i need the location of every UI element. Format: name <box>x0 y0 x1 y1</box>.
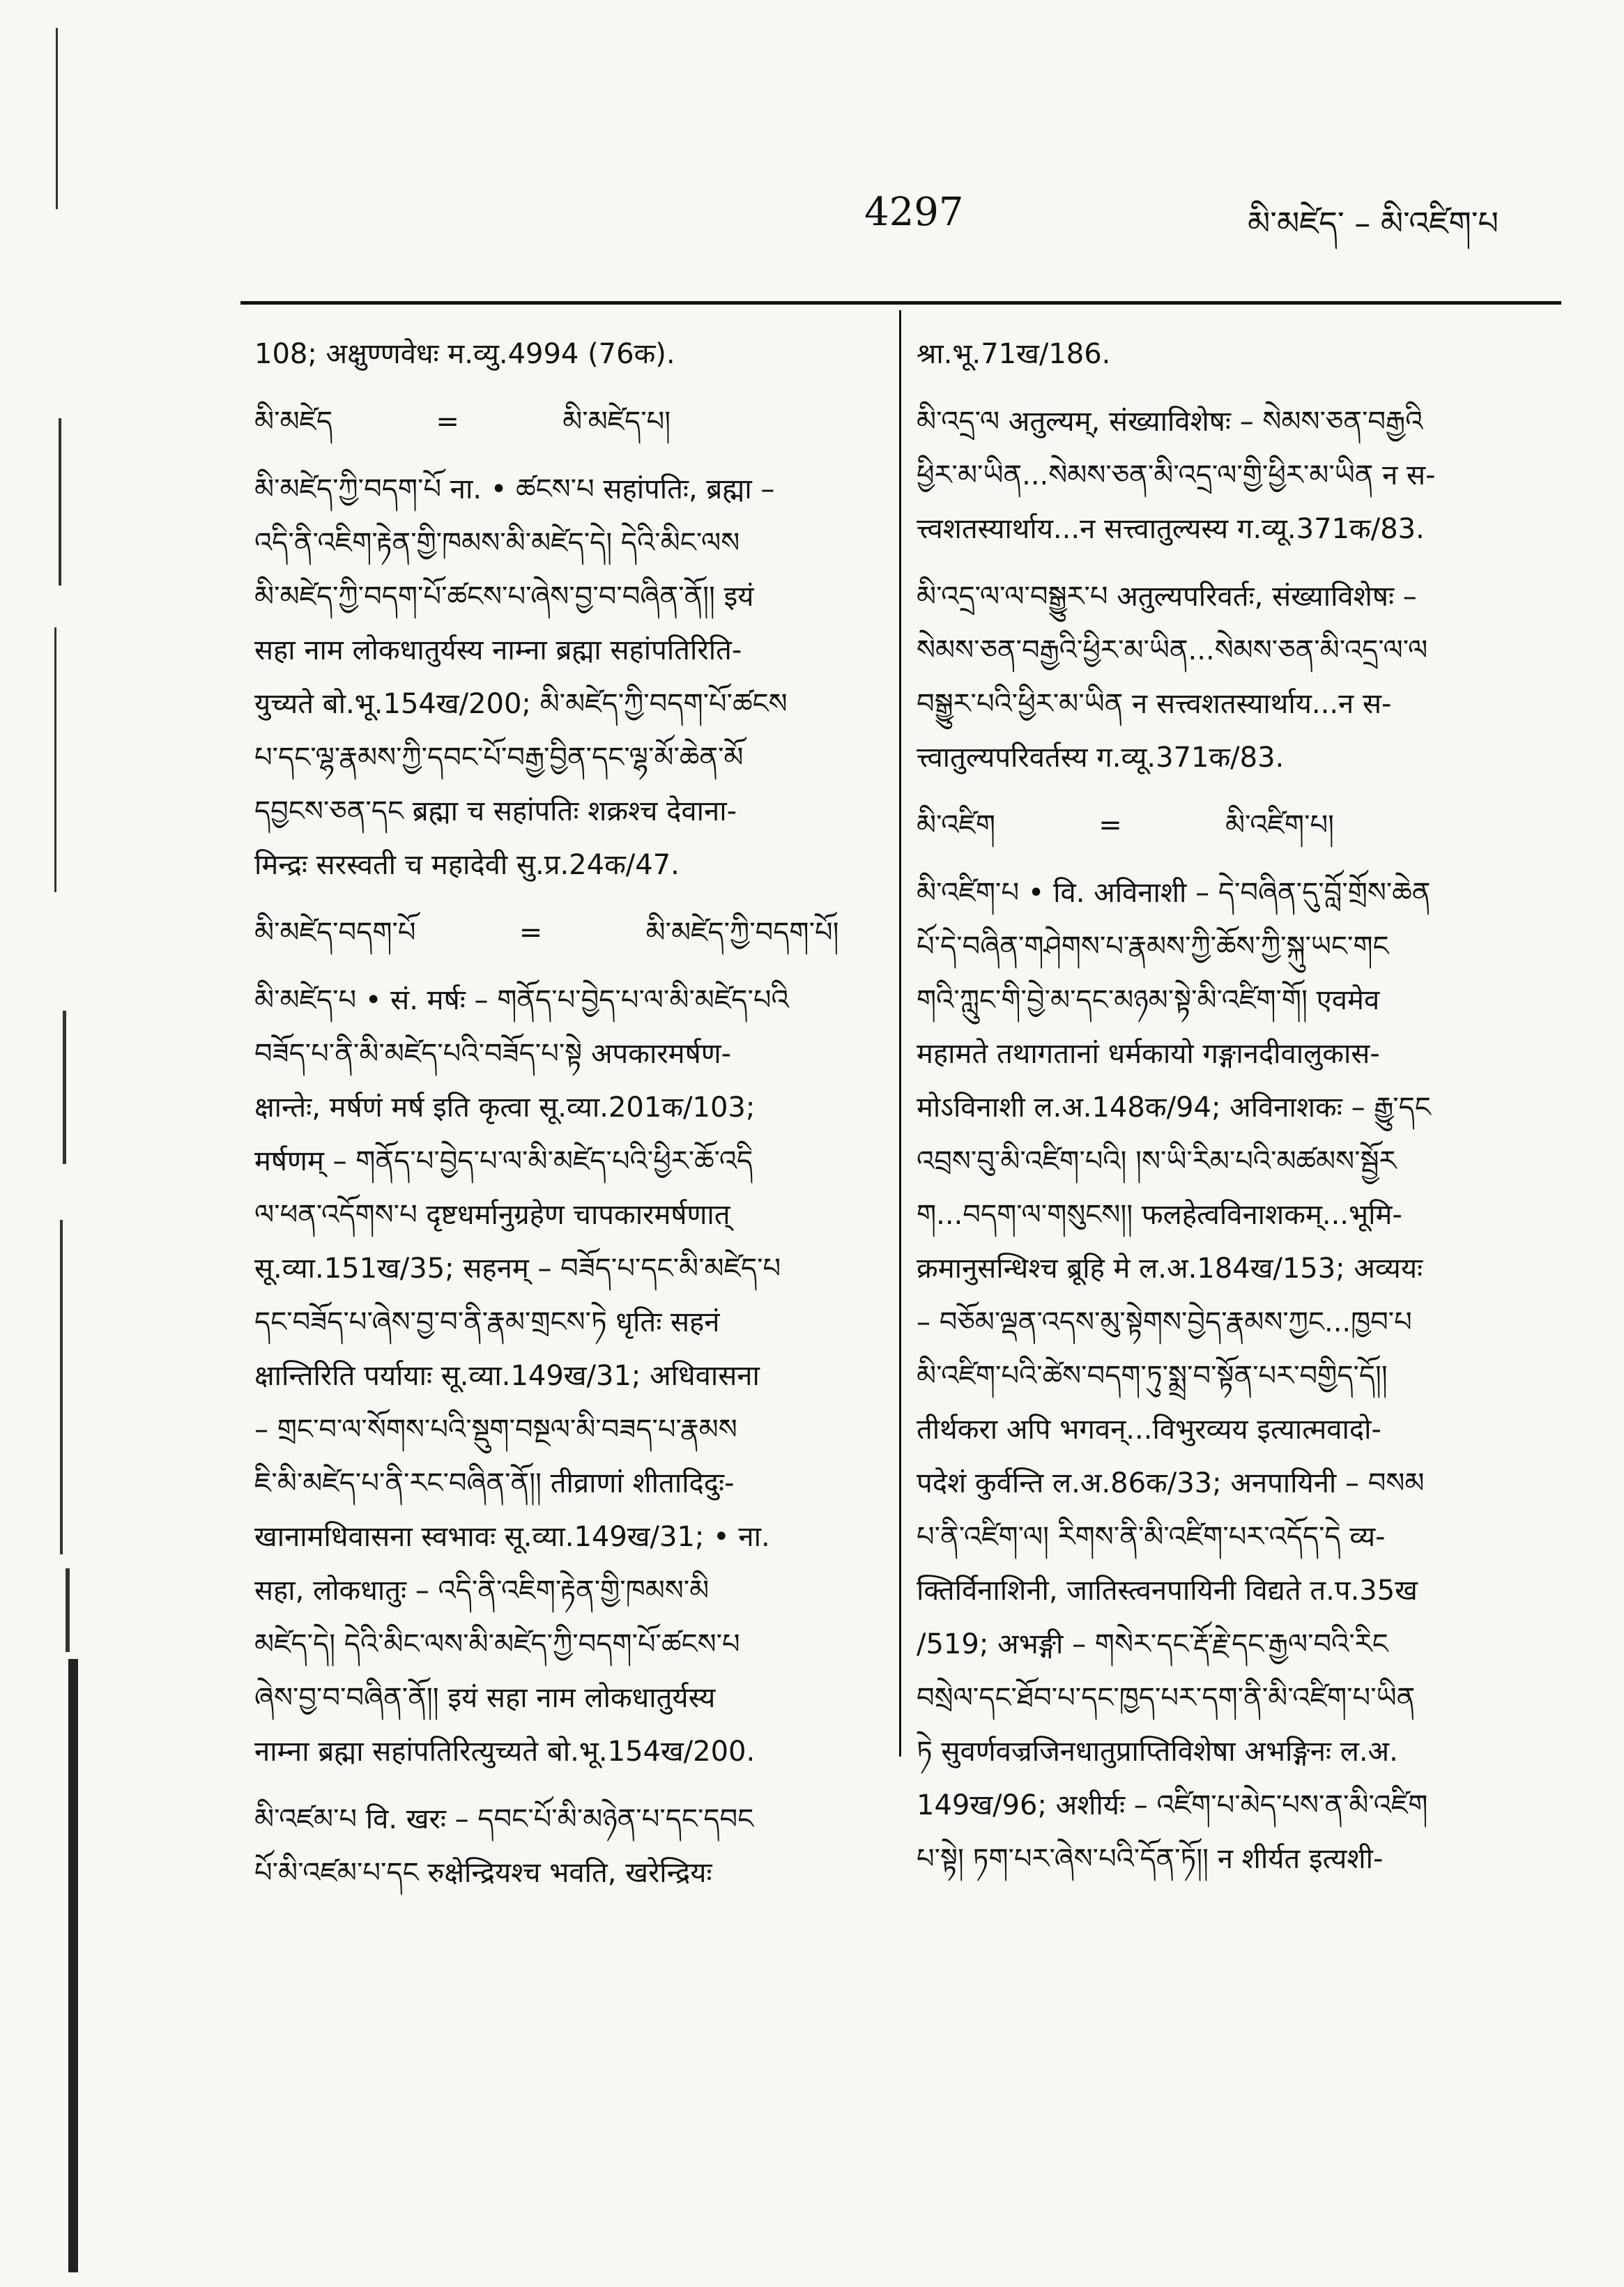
entry-gap <box>254 449 875 463</box>
column-divider <box>899 310 901 1757</box>
entry-text-line: པོ་མི་འཛམ་པ་དང रुक्षेन्द्रियश्च भवति, खरेन्द्रियः <box>254 1857 712 1889</box>
entry-text-line: सहा, लोकधातुः – འདི་ནི་འཇིག་རྟེན་གྱི་ཁམས་མི <box>254 1575 710 1607</box>
entry-text-line: མི་འདྲ་ལ अतुल्यम्, संख्याविशेषः – སེམས་ཅན་བརྒྱའི <box>917 406 1423 438</box>
entry-text-line: འདི་ནི་འཇིག་རྟེན་གྱི་ཁམས་མི་མཛེད་དེ། དེའི་མིང་ལས <box>254 527 740 559</box>
entry-text-line: त्त्वशतस्यार्थाय...न सत्त्वातुल्यस्य ग.व्यू.371क/83. <box>917 513 1425 545</box>
entry-text-line: མི་མཛེད་ཀྱི་བདག་པོ ना. • ཚངས་པ सहांपतिः, ब्रह्मा – <box>254 473 775 505</box>
entry-gap <box>917 852 1547 866</box>
cross-reference-entry <box>254 395 875 449</box>
entry-text-line: मर्षणम् – གནོད་པ་བྱེད་པ་ལ་མི་མཛེད་པའི་ཕྱིར་ཆོ་འདི <box>254 1145 753 1177</box>
entry-text-line: ཇི་མི་མཛེད་པ་ནི་རང་བཞིན་ནོ།། तीव्राणां शीतादिदुः- <box>254 1467 735 1499</box>
entry-text-line: /519; अभङ्गी – གསེར་དང་རྡོ་རྗེ་དང་རྒྱལ་བའི་རིང <box>917 1628 1388 1660</box>
entry-gap <box>254 381 875 395</box>
entry-text-line: क्तिर्विनाशिनी, जातिस्त्वनपायिनी विद्यते त.प.35ख <box>917 1575 1418 1607</box>
running-head: མི་མཛེད་ – མི་འཛིག་པ <box>1248 204 1499 242</box>
scan-binding-bar <box>68 1659 78 2272</box>
entry-text-line: མཛེད་དེ། དེའི་མིང་ལས་མི་མཛེད་ཀྱི་བདག་པོ་ཚངས་པ <box>254 1628 740 1660</box>
cross-reference-entry <box>917 799 1547 852</box>
cross-reference-headword: མི་མཛེད་བདག་པོ <box>254 917 416 949</box>
entry-text-line: मिन्द्रः सरस्वती च महादेवी सु.प्र.24क/47. <box>254 849 680 881</box>
entry-text-line: པ་ནི་འཛིག་ལ། རིགས་ནི་མི་འཛིག་པར་འདོད་དེ व्य- <box>917 1521 1386 1553</box>
entry-text-line: 108; अक्षुण्णवेधः म.व्यु.4994 (76क). <box>254 338 675 370</box>
entry-gap <box>917 785 1547 799</box>
entry-text-line: པ་སྟེ། ཏག་པར་ཞེས་པའི་དོན་ཏོ།། न शीर्यत इत्यशी- <box>917 1843 1384 1875</box>
cross-reference-eq: = <box>436 406 459 438</box>
entry-text-line: མི་འཛམ་པ वि. खरः – དབང་པོ་མི་མཉེན་པ་དང་དབང <box>254 1803 754 1835</box>
entry-text-line: མི་འདྲ་ལ་ལ་བསྒྱུར་པ अतुल्यपरिवर्तः, संख्याविशेषः – <box>917 581 1417 613</box>
left-column <box>254 328 875 1900</box>
entry-text-line: युच्यते बो.भू.154ख/200; མི་མཛེད་ཀྱི་བདག་པོ་ཚངས <box>254 688 788 720</box>
cross-reference-target: མི་འཛིག་པ། <box>1225 809 1335 841</box>
entry-text-line: खानामधिवासना स्वभावः सू.व्या.149ख/31; • ना. <box>254 1521 770 1553</box>
cross-reference-headword: མི་འཛིག <box>917 809 996 841</box>
entry-text-line: पदेशं कुर्वन्ति ल.अ.86क/33; अनपायिनी – བསམ <box>917 1467 1425 1499</box>
header-rule <box>240 301 1561 305</box>
entry-text-line: ཕྱིར་མ་ཡིན...སེམས་ཅན་མི་འདྲ་ལ་གྱི་ཕྱིར་མ་ཡིན न स- <box>917 459 1436 491</box>
cross-reference-target: མི་མཛེད་ཀྱི་བདག་པོ། <box>645 917 839 949</box>
entry-text-line: སེམས་ཅན་བརྒྱའི་ཕྱིར་མ་ཡིན...སེམས་ཅན་མི་འདྲ་ལ་ལ <box>917 634 1428 666</box>
cross-reference-eq: = <box>1098 809 1122 841</box>
page-number: 4297 <box>864 190 964 235</box>
entry-text-line: – བཅོམ་ལྡན་འདས་མུ་སྟེགས་བྱེད་རྣམས་ཀྱང...ཁྱབ་པ <box>917 1306 1412 1338</box>
entry-text-line: नाम्ना ब्रह्मा सहांपतिरित्युच्यते बो.भू.154ख/200. <box>254 1736 756 1768</box>
entry-text-line: क्रमानुसन्धिश्च ब्रूहि मे ल.अ.184ख/153; अव्ययः <box>917 1253 1423 1285</box>
entry-text-line: མི་མཛེད་པ • सं. मर्षः – གནོད་པ་བྱེད་པ་ལ་མི་མཛེད་པའི <box>254 984 789 1016</box>
entry-text-line: པ་དང་ལྷ་རྣམས་ཀྱི་དབང་པོ་བརྒྱ་བྱིན་དང་ལྷ་མོ་ཆེན་མོ <box>254 742 744 774</box>
scan-edge-marks <box>0 0 77 2287</box>
entry-text-line: ཏེ सुवर्णवज्रजिनधातुप्राप्तिविशेषा अभङ्गिनः ल.अ. <box>917 1736 1398 1768</box>
entry-text-line: མི་འཛིག་པ • वि. अविनाशी – དེ་བཞིན་དུ་བློ་གྲོས་ཆེན <box>917 877 1431 909</box>
cross-reference-target: མི་མཛེད་པ། <box>562 406 671 438</box>
entry-text-line: ལ་ཕན་འདོགས་པ दृष्टधर्मानुग्रहेण चापकारमर्षणात् <box>254 1199 730 1231</box>
entry-text-line: མི་མཛེད་ཀྱི་བདག་པོ་ཚངས་པ་ཞེས་བྱ་བ་བཞིན་ནོ།། इयं <box>254 581 754 613</box>
entry-text-line: सहा नाम लोकधातुर्यस्य नाम्ना ब्रह्मा सहांपतिरिति- <box>254 634 742 666</box>
entry-text-line: པོ་དེ་བཞིན་གཤེགས་པ་རྣམས་ཀྱི་ཆོས་ཀྱི་སྐུ་ཡང་གང <box>917 931 1389 963</box>
entry-text-line: मोऽविनाशी ल.अ.148क/94; अविनाशकः – རྒྱུ་དང <box>917 1092 1431 1124</box>
entry-gap <box>917 381 1547 395</box>
entry-text-line: त्त्वातुल्यपरिवर्तस्य ग.व्यू.371क/83. <box>917 742 1285 774</box>
entry-text-line: श्रा.भू.71ख/186. <box>917 338 1111 370</box>
entry-text-line: क्षान्तिरिति पर्यायाः सू.व्या.149ख/31; अधिवासना <box>254 1360 760 1392</box>
right-column <box>917 328 1547 1886</box>
entry-text-line: དབྱངས་ཅན་དང ब्रह्मा च सहांपतिः शक्रश्च देवाना- <box>254 795 737 827</box>
entry-text-line: – གྲང་བ་ལ་སོགས་པའི་སྡུག་བསྔལ་མི་བཟད་པ་རྣམས <box>254 1414 737 1446</box>
entry-text-line: क्षान्तेः, मर्षणं मर्ष इति कृत्वा सू.व्या.201क/103; <box>254 1092 756 1124</box>
entry-text-line: གའི་ཀླུང་གི་བྱེ་མ་དང་མཉམ་སྟེ་མི་འཛིག་གོ། एवमेव <box>917 984 1380 1016</box>
entry-gap <box>254 1779 875 1793</box>
entry-text-line: བཟོད་པ་ནི་མི་མཛེད་པའི་བཟོད་པ་སྟེ अपकारमर्षण- <box>254 1038 732 1070</box>
entry-text-line: ག...བདག་ལ་གསུངས།། फलहेत्वविनाशकम्...भूमि- <box>917 1199 1402 1231</box>
entry-text-line: ཞེས་བྱ་བ་བཞིན་ནོ།། इयं सहा नाम लोकधातुर्यस्य <box>254 1682 716 1714</box>
entry-text-line: तीर्थकरा अपि भगवन्...विभुरव्यय इत्यात्मवादो- <box>917 1414 1381 1446</box>
entry-text-line: མི་འཛིག་པའི་ཚེས་བདག་ཏུ་སྨྲ་བ་སྟོན་པར་བགྱིད་དོ།། <box>917 1360 1388 1392</box>
entry-gap <box>254 892 875 906</box>
entry-text-line: བསྒྱུར་པའི་ཕྱིར་མ་ཡིན न सत्त्वशतस्यार्थाय...न स- <box>917 688 1392 720</box>
cross-reference-headword: མི་མཛེད <box>254 406 333 438</box>
cross-reference-eq: = <box>519 917 543 949</box>
entry-text-line: བསྲེལ་དང་ཐོབ་པ་དང་ཁྱད་པར་དག་ནི་མི་འཛིག་པ་ཡིན <box>917 1682 1416 1714</box>
entry-text-line: འབྲས་བུ་མི་འཛིག་པའི། །ས་ཡི་རིམ་པའི་མཚམས་སྦྱོར <box>917 1145 1397 1177</box>
entry-text-line: महामते तथागतानां धर्मकायो गङ्गानदीवालुकास- <box>917 1038 1380 1070</box>
entry-gap <box>917 556 1547 570</box>
entry-gap <box>254 960 875 974</box>
cross-reference-entry <box>254 906 875 960</box>
entry-text-line: सू.व्या.151ख/35; सहनम् – བཟོད་པ་དང་མི་མཛེད་པ <box>254 1253 781 1285</box>
entry-text-line: དང་བཟོད་པ་ཞེས་བྱ་བ་ནི་རྣམ་གྲངས་ཏེ धृतिः सहनं <box>254 1306 720 1338</box>
entry-text-line: 149ख/96; अशीर्यः – འཛིག་པ་མེད་པས་ན་མི་འཛིག <box>917 1789 1428 1821</box>
